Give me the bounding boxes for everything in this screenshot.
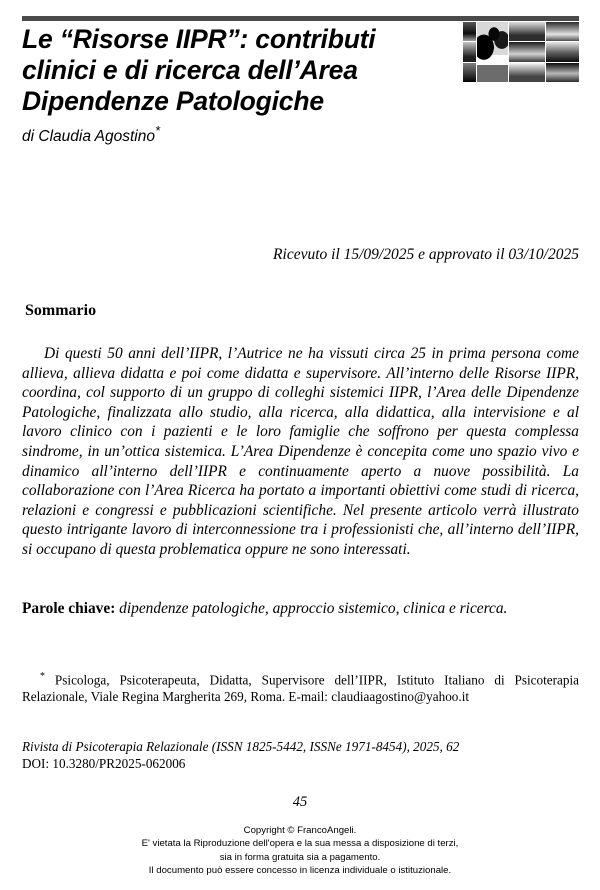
copyright-line-4: Il documento può essere concesso in licenza individuale o istituzionale. — [148, 865, 452, 877]
collage-tile — [463, 42, 476, 61]
author-footnote-marker: * — [155, 123, 161, 138]
received-approved-line: Ricevuto il 15/09/2025 e approvato il 03/10/2025 — [273, 246, 579, 263]
collage-tile — [463, 22, 476, 41]
header-rule — [22, 16, 579, 21]
author-footnote — [22, 669, 579, 705]
collage-tile — [463, 63, 476, 82]
footnote-marker: * — [40, 671, 45, 682]
abstract-body: Di questi 50 anni dell’IIPR, l’Autrice ne ha vissuti circa 25 in prima persona come allieva, allieva didatta e poi come didatta e supervisore. All’interno delle Risorse IIPR, coordina, col supporto di un gruppo di colleghi sistemici IIPR, l’Area delle Dipendenze Patologiche, finalizzata allo studio, alla ricerca, alla didattica, alla intervisione e al lavoro clinico con i pazienti e le loro famiglie che soffrono per questa complessa sindrome, in un’ottica sistemica. L’Area Dipendenze è concepita come uno spazio vivo e dinamico all’interno dell’IIPR e continuamente aperto a nuove possibilità. La collaborazione con l’Area Ricerca ha portato a importanti obiettivi come studi di ricerca, relazioni e congressi e pubblicazioni scientifiche. Nel presente articolo verrà illustrato questo intrigante lavoro di interconnessione tra i professionisti che, all’interno dell’IIPR, si occupano di questa problematica oppure ne sono interessati. — [22, 345, 579, 558]
title-block — [22, 24, 452, 147]
journal-citation-block — [22, 739, 579, 772]
abstract-heading: Sommario — [25, 302, 97, 319]
collage-tile — [509, 22, 545, 41]
collage-tile — [546, 42, 579, 61]
collage-tile — [509, 63, 545, 82]
keywords-label: Parole chiave: — [22, 600, 116, 617]
header-photo-collage — [463, 22, 579, 82]
collage-tile — [546, 22, 579, 41]
author-prefix: di — [22, 128, 39, 146]
keywords-block — [22, 599, 579, 619]
collage-tile — [546, 63, 579, 82]
collage-tile-main — [477, 22, 508, 82]
page-title: Le “Risorse IIPR”: contributi clinici e di ricerca dell’Area Dipendenze Patologiche — [22, 24, 376, 116]
journal-doi: DOI: 10.3280/PR2025-062006 — [22, 755, 186, 771]
footnote-text: Psicologa, Psicoterapeuta, Didatta, Supervisore dell’IIPR, Istituto Italiano di Psicoterapia Relazionale, Viale Regina Margherita 269, Roma. E-mail: claudiaagostino@yahoo.it — [22, 672, 579, 704]
author-line — [22, 121, 452, 147]
page-number: 45 — [292, 794, 308, 810]
copyright-line-2: E' vietata la Riproduzione dell'opera e la sua messa a disposizione di terzi, — [141, 838, 459, 850]
copyright-footer — [0, 824, 600, 878]
author-name: Claudia Agostino — [38, 128, 155, 146]
copyright-line-3: sia in forma gratuita sia a pagamento. — [219, 851, 381, 863]
keywords-value: dipendenze patologiche, approccio sistemico, clinica e ricerca. — [115, 600, 508, 617]
collage-tile — [509, 42, 545, 61]
journal-citation: Rivista di Psicoterapia Relazionale (ISSN 1825-5442, ISSNe 1971-8454), 2025, 62 — [22, 739, 460, 754]
copyright-line-1: Copyright © FrancoAngeli. — [243, 825, 357, 836]
